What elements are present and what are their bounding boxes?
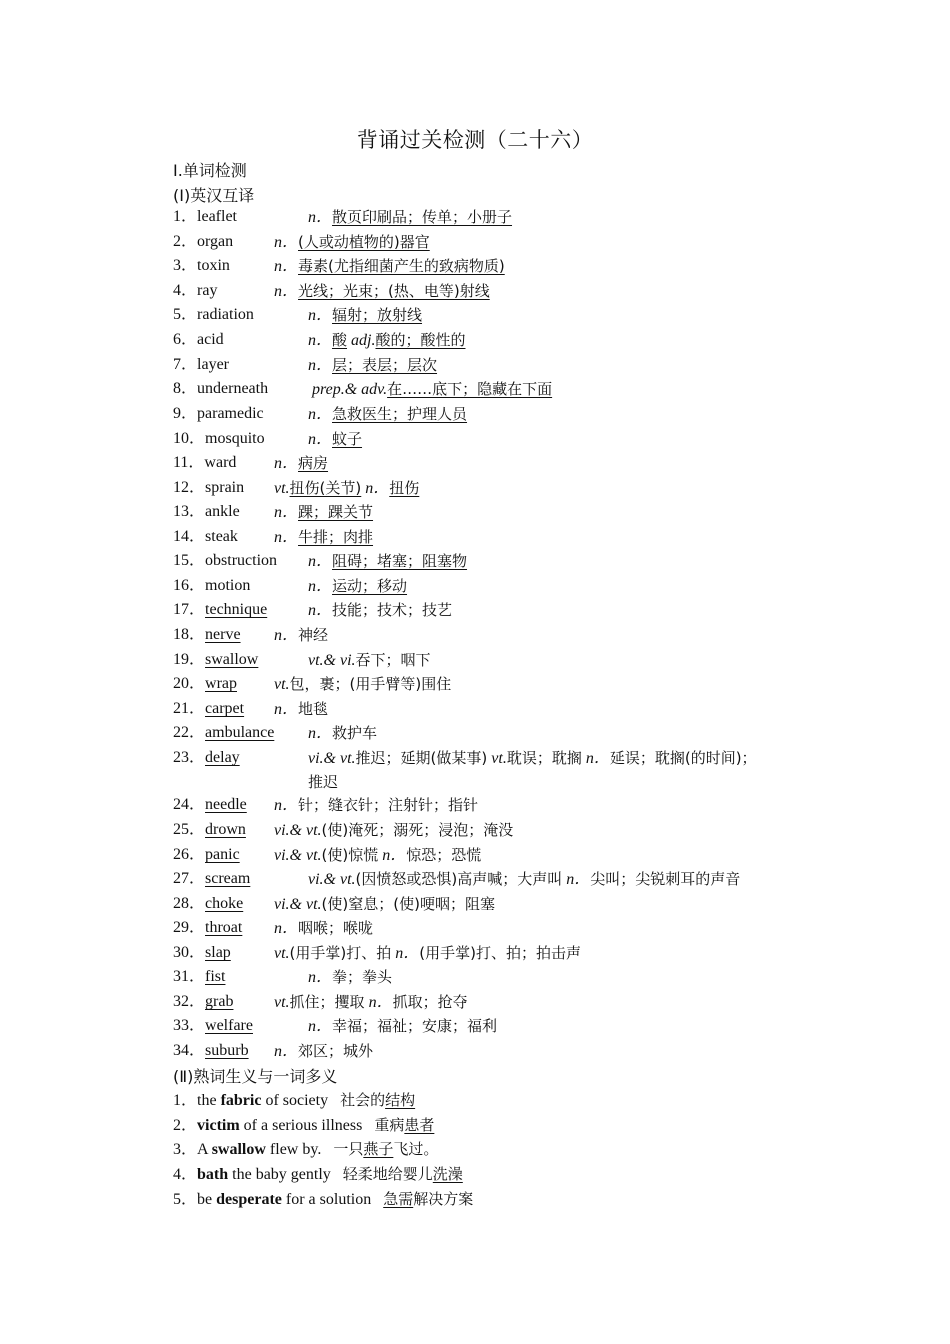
chinese-meaning-2: 酸的；酸性的 [375, 331, 466, 349]
item-number: 4． [173, 1166, 198, 1183]
chinese-meaning: 散页印刷品；传单；小册子 [332, 208, 513, 226]
part-of-speech-3: n． [585, 750, 610, 767]
subsection-heading-2: (Ⅱ)熟词生义与一词多义 [173, 1067, 338, 1086]
subsection-heading: (I)英汉互译 [173, 186, 255, 205]
chinese-translation: 社会的 [340, 1091, 386, 1109]
english-word: wrap [205, 675, 237, 692]
item-number: 2． [173, 233, 198, 250]
word-row [173, 672, 452, 696]
item-number: 6． [173, 331, 198, 348]
part-of-speech: vi.& vt. [274, 896, 322, 913]
chinese-meaning: (因愤怒或恐惧)高声喊；大声叫 [355, 870, 563, 888]
phrase-text: flew by. [265, 1141, 322, 1158]
definition [308, 965, 392, 990]
definition [274, 941, 581, 966]
key-word: fabric [220, 1092, 262, 1109]
english-word: delay [205, 749, 240, 766]
chinese-meaning: 吞下；咽下 [355, 651, 431, 669]
item-number: 33． [173, 1017, 206, 1034]
item-number: 7． [173, 356, 198, 373]
item-number: 21． [173, 700, 206, 717]
word-row [173, 525, 374, 549]
word-row [173, 965, 393, 989]
english-word: underneath [197, 380, 269, 397]
chinese-meaning: (用手掌)打、拍 [289, 944, 392, 962]
chinese-meaning: 阻碍；堵塞；阻塞物 [332, 552, 468, 570]
definition [308, 328, 466, 353]
item-number: 3． [173, 1141, 198, 1158]
word-row [173, 598, 453, 622]
key-word: bath [197, 1166, 229, 1183]
definition [308, 549, 467, 574]
answer-underlined: 患者 [404, 1116, 435, 1134]
word-row [173, 1014, 498, 1038]
part-of-speech: n． [308, 332, 333, 349]
chinese-meaning: 层；表层；层次 [332, 356, 438, 374]
word-row [173, 746, 757, 791]
answer-underlined: 燕子 [363, 1140, 394, 1158]
definition [274, 500, 373, 525]
word-row [173, 328, 466, 352]
part-of-speech: vi.& vt. [308, 871, 356, 888]
english-word: obstruction [205, 552, 278, 569]
english-word: scream [205, 870, 251, 887]
part-of-speech-2: n． [368, 994, 393, 1011]
chinese-meaning-3: 延误；耽搁(的时间)； [609, 749, 757, 767]
chinese-translation: 重病 [374, 1116, 405, 1134]
definition [308, 1014, 497, 1039]
chinese-meaning: (使)惊慌 [321, 846, 379, 864]
chinese-meaning: 救护车 [332, 724, 378, 742]
english-word: suburb [205, 1042, 249, 1059]
item-number: 34． [173, 1042, 206, 1059]
part-of-speech: n． [308, 1018, 333, 1035]
phrase-text: the [197, 1092, 221, 1109]
part-of-speech: n． [274, 920, 299, 937]
item-number: 1． [173, 208, 198, 225]
english-word: organ [197, 233, 234, 250]
phrase-text: A [197, 1141, 212, 1158]
chinese-translation-rest: 飞过。 [393, 1140, 439, 1158]
chinese-meaning: 辐射；放射线 [332, 306, 423, 324]
word-row [173, 892, 495, 916]
item-number: 18． [173, 626, 206, 643]
word-row [173, 648, 431, 672]
word-row [173, 377, 553, 401]
item-number: 9． [173, 405, 198, 422]
phrase-text: of a serious illness [239, 1117, 363, 1134]
word-row [173, 230, 430, 254]
item-number: 4． [173, 282, 198, 299]
definition [274, 916, 373, 941]
phrase-row [173, 1088, 415, 1112]
item-number: 16． [173, 577, 206, 594]
part-of-speech: n． [274, 234, 299, 251]
english-word: steak [205, 528, 238, 545]
part-of-speech: vi.& vt. [274, 822, 322, 839]
word-row [173, 867, 741, 891]
english-word: slap [205, 944, 231, 961]
chinese-meaning: 运动；移动 [332, 577, 408, 595]
item-number: 31． [173, 968, 206, 985]
chinese-meaning-2: 抓取；抢夺 [392, 993, 468, 1011]
definition [308, 353, 437, 378]
definition [274, 818, 513, 843]
item-number: 13． [173, 503, 206, 520]
english-word: sprain [205, 479, 245, 496]
part-of-speech: n． [308, 357, 333, 374]
part-of-speech: n． [308, 969, 333, 986]
chinese-meaning: (使)窒息；(使)哽咽；阻塞 [321, 895, 495, 913]
english-word: carpet [205, 700, 245, 717]
definition [308, 574, 407, 599]
chinese-meaning: 急救医生；护理人员 [332, 405, 468, 423]
chinese-meaning: 幸福；福祉；安康；福利 [332, 1017, 498, 1035]
chinese-meaning-2: 惊恐；恐慌 [406, 846, 482, 864]
phrase-row [173, 1187, 473, 1211]
item-number: 24． [173, 796, 206, 813]
part-of-speech: n． [274, 504, 299, 521]
definition [274, 623, 328, 648]
definition [308, 427, 362, 452]
definition [308, 598, 452, 623]
part-of-speech: n． [308, 553, 333, 570]
definition [274, 843, 481, 868]
chinese-meaning: 酸 [332, 331, 348, 349]
word-row [173, 843, 482, 867]
definition [308, 303, 422, 328]
chinese-meaning: 光线；光束；(热、电等)射线 [298, 282, 490, 300]
word-row [173, 427, 363, 451]
english-word: panic [205, 846, 240, 863]
english-word: motion [205, 577, 251, 594]
part-of-speech-2: n． [395, 945, 420, 962]
word-row [173, 303, 423, 327]
chinese-meaning: 蚊子 [332, 430, 363, 448]
item-number: 8． [173, 380, 198, 397]
definition [274, 476, 419, 501]
word-row [173, 451, 329, 475]
definition [308, 648, 431, 673]
chinese-meaning: (使)淹死；溺死；浸泡；淹没 [321, 821, 514, 839]
item-number: 5． [173, 306, 198, 323]
part-of-speech-2: n． [365, 480, 390, 497]
chinese-meaning: 在……底下；隐藏在下面 [387, 380, 553, 398]
english-word: ambulance [205, 724, 275, 741]
definition [274, 279, 490, 304]
chinese-meaning: 地毯 [298, 700, 329, 718]
english-word: leaflet [197, 208, 237, 225]
item-number: 17． [173, 601, 206, 618]
word-row [173, 500, 374, 524]
english-word: needle [205, 796, 247, 813]
part-of-speech: vt. [274, 994, 290, 1011]
chinese-meaning-2: 尖叫；尖锐刺耳的声音 [590, 870, 741, 888]
word-row [173, 402, 468, 426]
english-word: ray [197, 282, 218, 299]
chinese-meaning: 郊区；城外 [298, 1042, 374, 1060]
item-number: 1． [173, 1092, 198, 1109]
english-word: toxin [197, 257, 230, 274]
english-word: choke [205, 895, 244, 912]
part-of-speech: n． [308, 431, 333, 448]
part-of-speech: n． [308, 725, 333, 742]
definition [274, 892, 495, 917]
phrase-text: of society [261, 1092, 329, 1109]
chinese-meaning: 针；缝衣针；注射针；指针 [298, 796, 479, 814]
word-row [173, 818, 514, 842]
part-of-speech: n． [274, 283, 299, 300]
phrase-row [173, 1162, 463, 1186]
word-row [173, 941, 581, 965]
word-row [173, 254, 505, 278]
definition [308, 746, 757, 771]
part-of-speech: n． [274, 797, 299, 814]
chinese-meaning: 扭伤(关节) [289, 479, 362, 497]
section-heading: I.单词检测 [173, 161, 247, 180]
part-of-speech: n． [308, 406, 333, 423]
chinese-meaning-2: (用手掌)打、拍；拍击声 [419, 944, 581, 962]
english-word: grab [205, 993, 234, 1010]
answer-underlined: 急需 [383, 1190, 414, 1208]
english-word: ankle [205, 503, 240, 520]
definition [274, 230, 430, 255]
chinese-meaning: 牛排；肉排 [298, 528, 374, 546]
english-word: throat [205, 919, 243, 936]
item-number: 3． [173, 257, 198, 274]
part-of-speech-2: n． [566, 871, 591, 888]
item-number: 29． [173, 919, 206, 936]
chinese-meaning: (人或动植物的)器官 [298, 233, 430, 251]
chinese-translation: 轻柔地给婴儿 [342, 1165, 433, 1183]
english-word: paramedic [197, 405, 264, 422]
item-number: 23． [173, 749, 206, 766]
answer-underlined: 结构 [385, 1091, 416, 1109]
item-number: 2． [173, 1117, 198, 1134]
chinese-meaning: 毒素(尤指细菌产生的致病物质) [298, 257, 505, 275]
word-row [173, 721, 378, 745]
definition [274, 672, 451, 697]
part-of-speech: vt. [274, 676, 290, 693]
english-word: layer [197, 356, 229, 373]
word-row [173, 916, 374, 940]
item-number: 28． [173, 895, 206, 912]
definition [274, 697, 328, 722]
part-of-speech-2: n． [382, 847, 407, 864]
item-number: 5． [173, 1191, 198, 1208]
word-row [173, 990, 468, 1014]
english-word: swallow [205, 651, 259, 668]
part-of-speech: n． [274, 529, 299, 546]
definition [308, 402, 467, 427]
item-number: 15． [173, 552, 206, 569]
part-of-speech: vi.& vt. [308, 750, 356, 767]
english-word: nerve [205, 626, 241, 643]
chinese-translation: 一只 [333, 1140, 364, 1158]
chinese-meaning-2: 耽误；耽搁 [506, 749, 582, 767]
definition [274, 1039, 373, 1064]
item-number: 27． [173, 870, 206, 887]
chinese-meaning: 技能；技术；技艺 [332, 601, 453, 619]
item-number: 10． [173, 430, 206, 447]
chinese-meaning: 病房 [298, 454, 329, 472]
definition [312, 377, 552, 402]
part-of-speech: n． [308, 578, 333, 595]
phrase-row [173, 1113, 434, 1137]
word-row [173, 1039, 374, 1063]
definition [308, 721, 377, 746]
chinese-meaning: 推迟；延期(做某事) [355, 749, 488, 767]
item-number: 19． [173, 651, 206, 668]
key-word: desperate [216, 1191, 282, 1208]
word-row [173, 793, 479, 817]
part-of-speech-2: adj. [351, 332, 376, 349]
english-word: drown [205, 821, 246, 838]
english-word: ward [204, 454, 237, 471]
item-number: 14． [173, 528, 206, 545]
definition [274, 525, 373, 550]
phrase-text: for a solution [281, 1191, 372, 1208]
chinese-meaning: 包，裹；(用手臂等)围住 [289, 675, 452, 693]
english-word: radiation [197, 306, 254, 323]
chinese-translation-rest: 解决方案 [413, 1190, 474, 1208]
chinese-meaning: 踝；踝关节 [298, 503, 374, 521]
word-row [173, 697, 329, 721]
item-number: 32． [173, 993, 206, 1010]
phrase-text: the baby gently [228, 1166, 331, 1183]
english-word: technique [205, 601, 268, 618]
part-of-speech: n． [274, 701, 299, 718]
english-word: welfare [205, 1017, 253, 1034]
chinese-meaning-continued: 推迟 [308, 773, 339, 791]
part-of-speech: n． [274, 258, 299, 275]
word-row [173, 549, 468, 573]
part-of-speech: n． [274, 627, 299, 644]
word-row [173, 279, 490, 303]
item-number: 22． [173, 724, 206, 741]
item-number: 11． [173, 454, 205, 471]
chinese-meaning: 神经 [298, 626, 329, 644]
part-of-speech: vi.& vt. [274, 847, 322, 864]
answer-underlined: 洗澡 [432, 1165, 463, 1183]
definition [274, 254, 505, 279]
word-row [173, 623, 329, 647]
item-number: 26． [173, 846, 206, 863]
part-of-speech: vt.& vi. [308, 652, 356, 669]
phrase-row [173, 1137, 438, 1161]
item-number: 20． [173, 675, 206, 692]
part-of-speech: vt. [274, 480, 290, 497]
phrase-text: be [197, 1191, 217, 1208]
chinese-meaning: 拳；拳头 [332, 968, 393, 986]
part-of-speech: n． [274, 1043, 299, 1060]
key-word: victim [197, 1117, 240, 1134]
word-row [173, 476, 420, 500]
definition [308, 205, 512, 230]
english-word: acid [197, 331, 224, 348]
part-of-speech: n． [308, 209, 333, 226]
part-of-speech-2: vt. [491, 750, 507, 767]
part-of-speech: prep.& adv. [312, 381, 388, 398]
part-of-speech: n． [274, 455, 299, 472]
part-of-speech: vt. [274, 945, 290, 962]
part-of-speech: n． [308, 602, 333, 619]
definition [274, 451, 328, 476]
definition [274, 793, 478, 818]
word-row [173, 574, 408, 598]
definition [308, 867, 740, 892]
chinese-meaning-2: 扭伤 [389, 479, 420, 497]
item-number: 30． [173, 944, 206, 961]
item-number: 25． [173, 821, 206, 838]
chinese-meaning: 咽喉；喉咙 [298, 919, 374, 937]
key-word: swallow [211, 1141, 266, 1158]
english-word: fist [205, 968, 226, 985]
word-row [173, 353, 438, 377]
english-word: mosquito [205, 430, 265, 447]
chinese-meaning: 抓住；攫取 [289, 993, 365, 1011]
word-row [173, 205, 513, 229]
page-title: 背诵过关检测（二十六） [356, 128, 594, 152]
item-number: 12． [173, 479, 206, 496]
definition [274, 990, 468, 1015]
part-of-speech: n． [308, 307, 333, 324]
